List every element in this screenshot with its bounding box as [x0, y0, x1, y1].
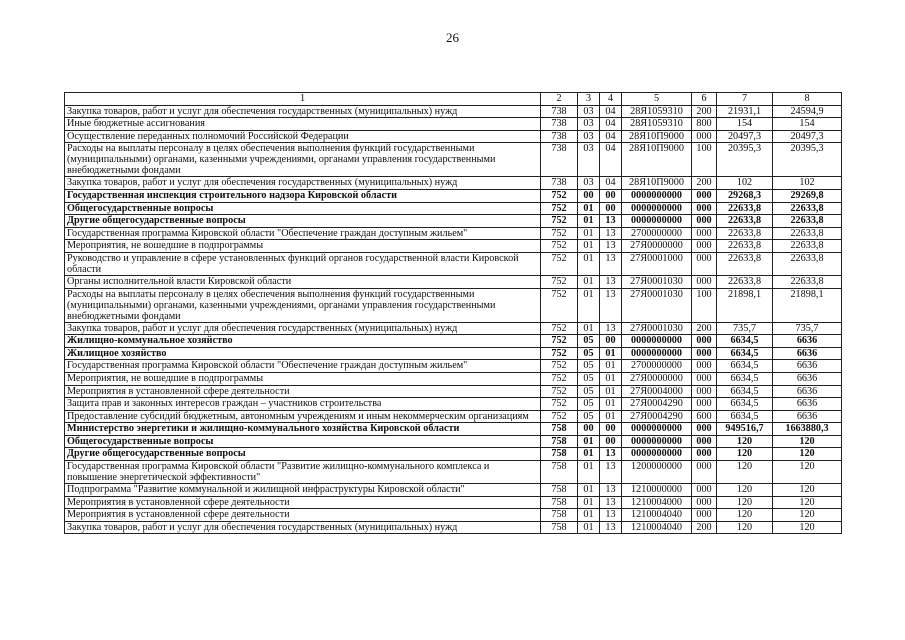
row-amount-1-cell: 6634,5 [717, 360, 773, 373]
row-name-cell: Государственная программа Кировской области "Развитие жилищно-коммунального комплекса и повышение энергетической эффективности" [65, 461, 541, 484]
row-expense-type-cell: 000 [692, 215, 717, 228]
row-section-cell: 05 [578, 410, 600, 423]
row-expense-type-cell: 000 [692, 335, 717, 348]
row-expense-type-cell: 000 [692, 398, 717, 411]
table-row [65, 227, 842, 240]
row-subsection-cell: 13 [600, 509, 622, 522]
table-row [65, 288, 842, 322]
row-amount-2-cell: 6636 [773, 335, 842, 348]
row-amount-2-cell: 29269,8 [773, 189, 842, 202]
row-section-cell: 01 [578, 240, 600, 253]
row-ministry-code-cell: 758 [541, 461, 578, 484]
row-amount-2-cell: 120 [773, 435, 842, 448]
row-amount-2-cell: 6636 [773, 372, 842, 385]
row-amount-1-cell: 22633,8 [717, 252, 773, 275]
row-name-cell: Осуществление переданных полномочий Российской Федерации [65, 130, 541, 143]
row-name-cell: Мероприятия в установленной сфере деятельности [65, 385, 541, 398]
row-subsection-cell: 01 [600, 385, 622, 398]
row-ministry-code-cell: 752 [541, 202, 578, 215]
row-amount-1-cell: 120 [717, 461, 773, 484]
row-name-cell: Государственная программа Кировской области "Обеспечение граждан доступным жильем" [65, 360, 541, 373]
row-target-article-cell: 27Я0004000 [622, 385, 692, 398]
row-amount-2-cell: 154 [773, 118, 842, 131]
row-target-article-cell: 0000000000 [622, 423, 692, 436]
row-subsection-cell: 00 [600, 189, 622, 202]
row-name-cell: Защита прав и законных интересов граждан – участников строительства [65, 398, 541, 411]
row-expense-type-cell: 000 [692, 484, 717, 497]
row-target-article-cell: 27Я0001030 [622, 322, 692, 335]
row-amount-1-cell: 120 [717, 484, 773, 497]
row-section-cell: 00 [578, 189, 600, 202]
row-target-article-cell: 28Я1059310 [622, 105, 692, 118]
row-section-cell: 03 [578, 118, 600, 131]
table-row [65, 189, 842, 202]
row-expense-type-cell: 200 [692, 177, 717, 190]
row-subsection-cell: 00 [600, 202, 622, 215]
row-subsection-cell: 01 [600, 347, 622, 360]
header-cell: 4 [600, 93, 622, 106]
table-row [65, 275, 842, 288]
row-expense-type-cell: 000 [692, 435, 717, 448]
row-amount-2-cell: 6636 [773, 385, 842, 398]
row-ministry-code-cell: 752 [541, 227, 578, 240]
row-subsection-cell: 01 [600, 360, 622, 373]
row-target-article-cell: 27Я0000000 [622, 240, 692, 253]
row-ministry-code-cell: 752 [541, 189, 578, 202]
row-subsection-cell: 13 [600, 288, 622, 322]
table-row [65, 385, 842, 398]
row-amount-1-cell: 6634,5 [717, 410, 773, 423]
row-amount-2-cell: 22633,8 [773, 202, 842, 215]
row-expense-type-cell: 000 [692, 509, 717, 522]
row-section-cell: 01 [578, 484, 600, 497]
row-ministry-code-cell: 752 [541, 288, 578, 322]
row-subsection-cell: 13 [600, 521, 622, 534]
row-section-cell: 03 [578, 105, 600, 118]
row-amount-1-cell: 20497,3 [717, 130, 773, 143]
row-amount-1-cell: 6634,5 [717, 335, 773, 348]
row-ministry-code-cell: 752 [541, 385, 578, 398]
row-amount-2-cell: 20497,3 [773, 130, 842, 143]
row-target-article-cell: 28Я10П9000 [622, 177, 692, 190]
table-row [65, 105, 842, 118]
row-name-cell: Подпрограмма "Развитие коммунальной и жилищной инфраструктуры Кировской области" [65, 484, 541, 497]
row-target-article-cell: 2700000000 [622, 227, 692, 240]
row-target-article-cell: 0000000000 [622, 215, 692, 228]
row-expense-type-cell: 000 [692, 385, 717, 398]
row-name-cell: Иные бюджетные ассигнования [65, 118, 541, 131]
row-name-cell: Мероприятия, не вошедшие в подпрограммы [65, 372, 541, 385]
row-expense-type-cell: 200 [692, 521, 717, 534]
row-ministry-code-cell: 738 [541, 143, 578, 177]
row-name-cell: Общегосударственные вопросы [65, 202, 541, 215]
row-subsection-cell: 00 [600, 335, 622, 348]
table-row [65, 448, 842, 461]
row-subsection-cell: 01 [600, 372, 622, 385]
row-amount-2-cell: 21898,1 [773, 288, 842, 322]
header-cell: 2 [541, 93, 578, 106]
row-expense-type-cell: 000 [692, 347, 717, 360]
row-target-article-cell: 0000000000 [622, 347, 692, 360]
table-row [65, 240, 842, 253]
row-name-cell: Расходы на выплаты персоналу в целях обеспечения выполнения функций государственными (муниципальными) органами, казенными учреждениями, органами управления государственными внебюджетными фондами [65, 143, 541, 177]
row-ministry-code-cell: 738 [541, 118, 578, 131]
row-ministry-code-cell: 752 [541, 410, 578, 423]
table-row [65, 521, 842, 534]
row-name-cell: Мероприятия, не вошедшие в подпрограммы [65, 240, 541, 253]
row-ministry-code-cell: 752 [541, 347, 578, 360]
row-amount-1-cell: 29268,3 [717, 189, 773, 202]
row-amount-1-cell: 6634,5 [717, 398, 773, 411]
row-expense-type-cell: 000 [692, 448, 717, 461]
row-target-article-cell: 28Я10П9000 [622, 143, 692, 177]
row-ministry-code-cell: 758 [541, 521, 578, 534]
row-expense-type-cell: 000 [692, 372, 717, 385]
row-amount-2-cell: 20395,3 [773, 143, 842, 177]
row-amount-1-cell: 6634,5 [717, 385, 773, 398]
row-subsection-cell: 13 [600, 252, 622, 275]
row-name-cell: Жилищное хозяйство [65, 347, 541, 360]
row-expense-type-cell: 200 [692, 105, 717, 118]
row-target-article-cell: 1210000000 [622, 484, 692, 497]
row-ministry-code-cell: 752 [541, 215, 578, 228]
table-row [65, 215, 842, 228]
row-amount-2-cell: 102 [773, 177, 842, 190]
row-amount-1-cell: 949516,7 [717, 423, 773, 436]
row-ministry-code-cell: 752 [541, 322, 578, 335]
row-name-cell: Мероприятия в установленной сфере деятельности [65, 509, 541, 522]
row-expense-type-cell: 100 [692, 143, 717, 177]
row-section-cell: 00 [578, 423, 600, 436]
row-subsection-cell: 13 [600, 227, 622, 240]
row-amount-2-cell: 22633,8 [773, 252, 842, 275]
table-row [65, 435, 842, 448]
row-section-cell: 03 [578, 130, 600, 143]
table-row [65, 177, 842, 190]
row-name-cell: Жилищно-коммунальное хозяйство [65, 335, 541, 348]
row-target-article-cell: 1210004000 [622, 496, 692, 509]
row-expense-type-cell: 100 [692, 288, 717, 322]
row-amount-2-cell: 6636 [773, 398, 842, 411]
row-ministry-code-cell: 752 [541, 360, 578, 373]
header-cell: 5 [622, 93, 692, 106]
row-subsection-cell: 13 [600, 448, 622, 461]
row-subsection-cell: 00 [600, 435, 622, 448]
row-amount-2-cell: 22633,8 [773, 227, 842, 240]
table-row [65, 322, 842, 335]
row-amount-1-cell: 21898,1 [717, 288, 773, 322]
row-expense-type-cell: 200 [692, 322, 717, 335]
row-section-cell: 01 [578, 322, 600, 335]
table-row [65, 143, 842, 177]
row-amount-1-cell: 6634,5 [717, 372, 773, 385]
table-row [65, 509, 842, 522]
row-subsection-cell: 04 [600, 118, 622, 131]
row-amount-2-cell: 22633,8 [773, 240, 842, 253]
row-expense-type-cell: 000 [692, 496, 717, 509]
row-target-article-cell: 1210004040 [622, 521, 692, 534]
row-expense-type-cell: 000 [692, 360, 717, 373]
row-section-cell: 01 [578, 448, 600, 461]
row-amount-2-cell: 6636 [773, 360, 842, 373]
row-name-cell: Закупка товаров, работ и услуг для обеспечения государственных (муниципальных) нужд [65, 177, 541, 190]
row-ministry-code-cell: 752 [541, 240, 578, 253]
row-amount-2-cell: 6636 [773, 410, 842, 423]
row-amount-2-cell: 120 [773, 509, 842, 522]
row-expense-type-cell: 000 [692, 275, 717, 288]
row-name-cell: Закупка товаров, работ и услуг для обеспечения государственных (муниципальных) нужд [65, 105, 541, 118]
row-amount-1-cell: 154 [717, 118, 773, 131]
row-expense-type-cell: 000 [692, 240, 717, 253]
row-amount-1-cell: 21931,1 [717, 105, 773, 118]
row-ministry-code-cell: 738 [541, 105, 578, 118]
row-name-cell: Предоставление субсидий бюджетным, автономным учреждениям и иным некоммерческим организациям [65, 410, 541, 423]
row-section-cell: 05 [578, 372, 600, 385]
row-amount-2-cell: 735,7 [773, 322, 842, 335]
row-target-article-cell: 27Я0001000 [622, 252, 692, 275]
row-section-cell: 01 [578, 275, 600, 288]
row-target-article-cell: 27Я0000000 [622, 372, 692, 385]
row-amount-2-cell: 120 [773, 521, 842, 534]
row-subsection-cell: 13 [600, 484, 622, 497]
row-section-cell: 03 [578, 143, 600, 177]
row-amount-1-cell: 735,7 [717, 322, 773, 335]
row-ministry-code-cell: 758 [541, 448, 578, 461]
row-amount-1-cell: 120 [717, 435, 773, 448]
row-amount-2-cell: 24594,9 [773, 105, 842, 118]
row-section-cell: 01 [578, 435, 600, 448]
row-name-cell: Государственная программа Кировской области "Обеспечение граждан доступным жильем" [65, 227, 541, 240]
table-row [65, 360, 842, 373]
row-section-cell: 05 [578, 385, 600, 398]
row-subsection-cell: 00 [600, 423, 622, 436]
row-amount-2-cell: 22633,8 [773, 215, 842, 228]
row-name-cell: Закупка товаров, работ и услуг для обеспечения государственных (муниципальных) нужд [65, 521, 541, 534]
row-section-cell: 03 [578, 177, 600, 190]
row-amount-1-cell: 22633,8 [717, 240, 773, 253]
table-row [65, 398, 842, 411]
row-target-article-cell: 28Я10П9000 [622, 130, 692, 143]
table-row [65, 484, 842, 497]
row-target-article-cell: 28Я1059310 [622, 118, 692, 131]
header-cell: 3 [578, 93, 600, 106]
row-target-article-cell: 0000000000 [622, 189, 692, 202]
row-amount-2-cell: 1663880,3 [773, 423, 842, 436]
row-amount-1-cell: 22633,8 [717, 202, 773, 215]
row-target-article-cell: 1200000000 [622, 461, 692, 484]
row-expense-type-cell: 000 [692, 423, 717, 436]
table-row [65, 252, 842, 275]
row-ministry-code-cell: 752 [541, 275, 578, 288]
row-section-cell: 05 [578, 398, 600, 411]
row-amount-1-cell: 120 [717, 509, 773, 522]
table-row [65, 372, 842, 385]
row-amount-2-cell: 120 [773, 461, 842, 484]
row-amount-1-cell: 22633,8 [717, 215, 773, 228]
row-amount-1-cell: 6634,5 [717, 347, 773, 360]
header-cell: 8 [773, 93, 842, 106]
row-target-article-cell: 27Я0004290 [622, 398, 692, 411]
table-header-row [65, 93, 842, 106]
row-section-cell: 05 [578, 347, 600, 360]
row-amount-2-cell: 22633,8 [773, 275, 842, 288]
row-ministry-code-cell: 758 [541, 423, 578, 436]
row-amount-1-cell: 120 [717, 496, 773, 509]
row-amount-2-cell: 120 [773, 448, 842, 461]
row-target-article-cell: 27Я0004290 [622, 410, 692, 423]
budget-table [64, 92, 842, 534]
row-amount-1-cell: 120 [717, 521, 773, 534]
row-section-cell: 01 [578, 288, 600, 322]
row-amount-1-cell: 22633,8 [717, 275, 773, 288]
row-name-cell: Закупка товаров, работ и услуг для обеспечения государственных (муниципальных) нужд [65, 322, 541, 335]
table-row [65, 423, 842, 436]
row-subsection-cell: 04 [600, 105, 622, 118]
row-name-cell: Руководство и управление в сфере установленных функций органов государственной власти Кировской области [65, 252, 541, 275]
row-ministry-code-cell: 752 [541, 335, 578, 348]
row-amount-1-cell: 120 [717, 448, 773, 461]
row-ministry-code-cell: 758 [541, 496, 578, 509]
row-subsection-cell: 13 [600, 461, 622, 484]
row-ministry-code-cell: 738 [541, 130, 578, 143]
row-target-article-cell: 1210004040 [622, 509, 692, 522]
row-subsection-cell: 13 [600, 496, 622, 509]
row-subsection-cell: 01 [600, 410, 622, 423]
row-target-article-cell: 0000000000 [622, 202, 692, 215]
row-expense-type-cell: 000 [692, 227, 717, 240]
row-ministry-code-cell: 752 [541, 398, 578, 411]
row-name-cell: Государственная инспекция строительного надзора Кировской области [65, 189, 541, 202]
row-target-article-cell: 2700000000 [622, 360, 692, 373]
table-row [65, 461, 842, 484]
row-target-article-cell: 27Я0001030 [622, 275, 692, 288]
row-target-article-cell: 0000000000 [622, 448, 692, 461]
row-name-cell: Общегосударственные вопросы [65, 435, 541, 448]
row-ministry-code-cell: 758 [541, 435, 578, 448]
row-amount-2-cell: 120 [773, 484, 842, 497]
row-name-cell: Органы исполнительной власти Кировской области [65, 275, 541, 288]
row-section-cell: 01 [578, 227, 600, 240]
row-section-cell: 01 [578, 521, 600, 534]
row-subsection-cell: 13 [600, 215, 622, 228]
row-section-cell: 01 [578, 202, 600, 215]
header-cell: 6 [692, 93, 717, 106]
row-ministry-code-cell: 758 [541, 509, 578, 522]
page-number: 26 [446, 30, 459, 45]
row-section-cell: 01 [578, 252, 600, 275]
row-subsection-cell: 04 [600, 143, 622, 177]
row-amount-2-cell: 120 [773, 496, 842, 509]
row-amount-1-cell: 20395,3 [717, 143, 773, 177]
header-cell: 7 [717, 93, 773, 106]
row-section-cell: 05 [578, 335, 600, 348]
row-name-cell: Другие общегосударственные вопросы [65, 448, 541, 461]
row-name-cell: Расходы на выплаты персоналу в целях обеспечения выполнения функций государственными (муниципальными) органами, казенными учреждениями, органами управления государственными внебюджетными фондами [65, 288, 541, 322]
row-section-cell: 01 [578, 215, 600, 228]
row-subsection-cell: 04 [600, 177, 622, 190]
row-target-article-cell: 27Я0001030 [622, 288, 692, 322]
row-ministry-code-cell: 752 [541, 252, 578, 275]
row-ministry-code-cell: 738 [541, 177, 578, 190]
row-section-cell: 05 [578, 360, 600, 373]
row-amount-1-cell: 102 [717, 177, 773, 190]
row-section-cell: 01 [578, 509, 600, 522]
row-target-article-cell: 0000000000 [622, 335, 692, 348]
row-amount-2-cell: 6636 [773, 347, 842, 360]
row-ministry-code-cell: 752 [541, 372, 578, 385]
row-subsection-cell: 13 [600, 322, 622, 335]
row-expense-type-cell: 600 [692, 410, 717, 423]
row-ministry-code-cell: 758 [541, 484, 578, 497]
row-target-article-cell: 0000000000 [622, 435, 692, 448]
row-subsection-cell: 13 [600, 275, 622, 288]
row-section-cell: 01 [578, 461, 600, 484]
row-section-cell: 01 [578, 496, 600, 509]
row-expense-type-cell: 000 [692, 252, 717, 275]
row-name-cell: Другие общегосударственные вопросы [65, 215, 541, 228]
table-row [65, 118, 842, 131]
row-expense-type-cell: 000 [692, 130, 717, 143]
row-subsection-cell: 04 [600, 130, 622, 143]
row-expense-type-cell: 000 [692, 189, 717, 202]
table-row [65, 347, 842, 360]
row-expense-type-cell: 000 [692, 202, 717, 215]
table-row [65, 202, 842, 215]
row-subsection-cell: 01 [600, 398, 622, 411]
row-name-cell: Министерство энергетики и жилищно-коммунального хозяйства Кировской области [65, 423, 541, 436]
table-row [65, 410, 842, 423]
row-subsection-cell: 13 [600, 240, 622, 253]
header-cell: 1 [65, 93, 541, 106]
row-name-cell: Мероприятия в установленной сфере деятельности [65, 496, 541, 509]
row-amount-1-cell: 22633,8 [717, 227, 773, 240]
row-expense-type-cell: 000 [692, 461, 717, 484]
table-row [65, 130, 842, 143]
row-expense-type-cell: 800 [692, 118, 717, 131]
table-row [65, 335, 842, 348]
table-row [65, 496, 842, 509]
